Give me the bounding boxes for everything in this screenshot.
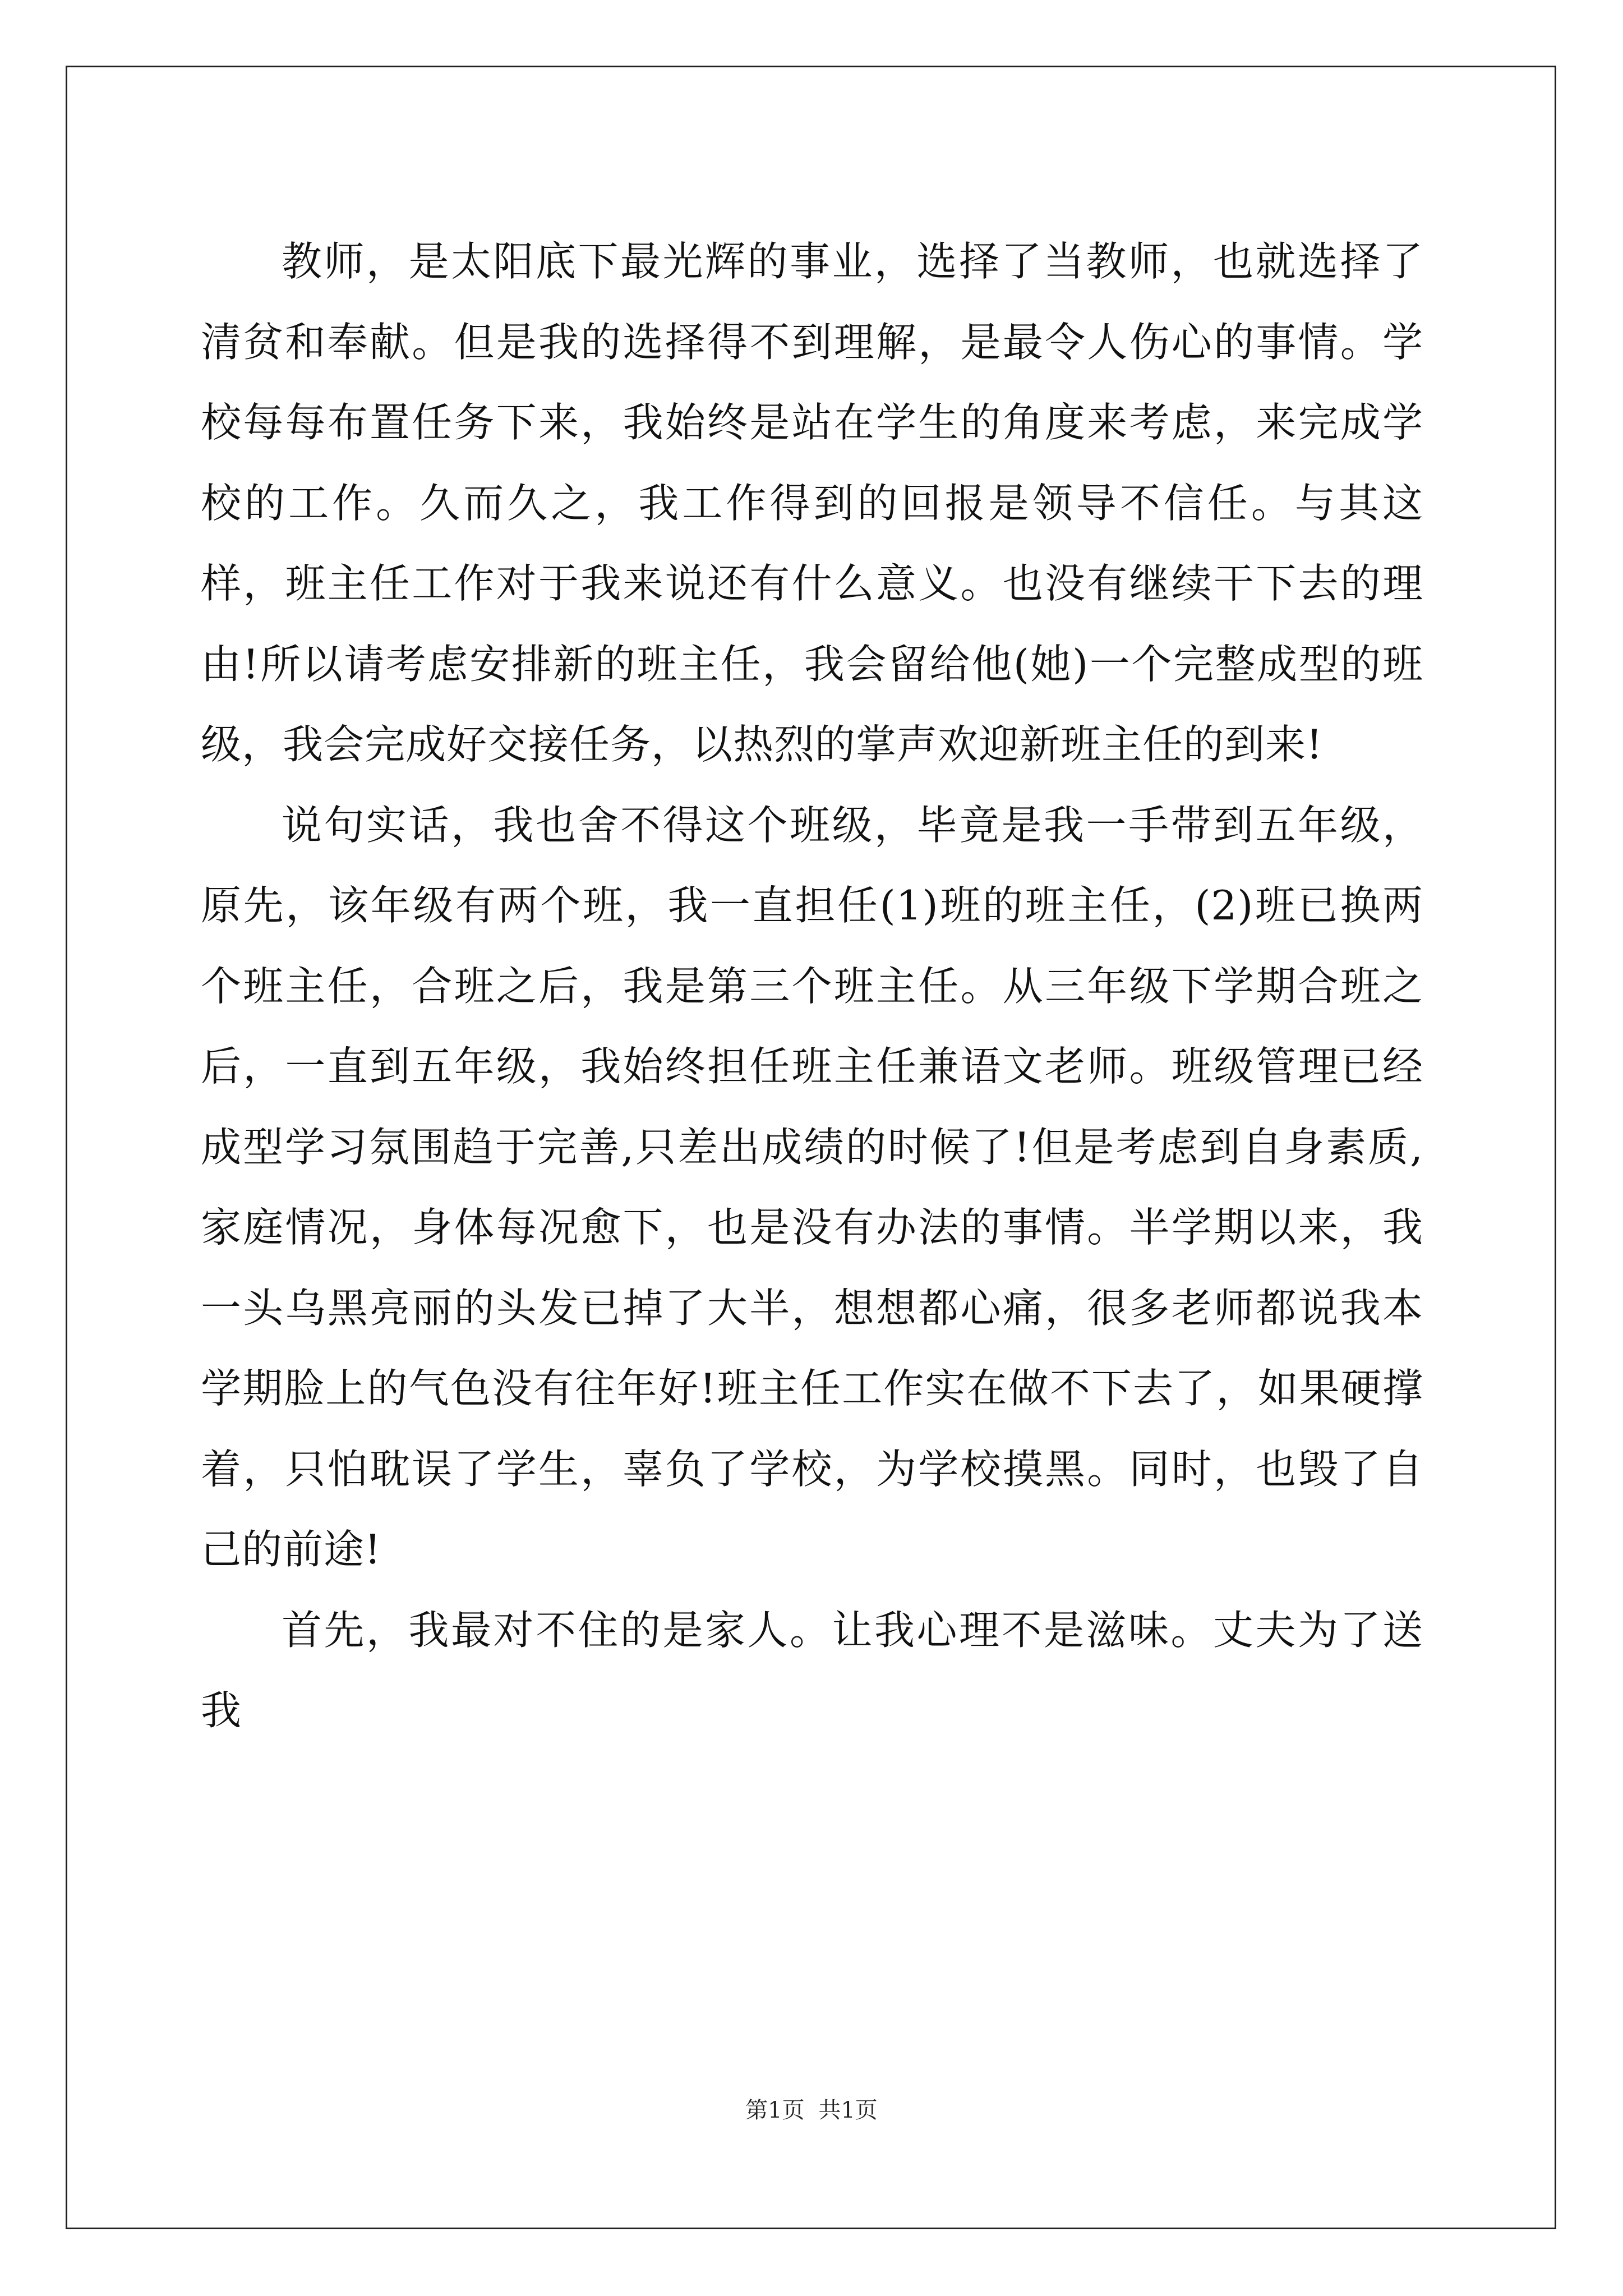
document-body — [201, 222, 1423, 1751]
page-footer — [0, 2092, 1623, 2124]
paragraph-2: 说句实话，我也舍不得这个班级，毕竟是我一手带到五年级，原先，该年级有两个班，我一直担任(1)班的班主任，(2)班已换两个班主任，合班之后，我是第三个班主任。从三年级下学期合班之后，一直到五年级，我始终担任班主任兼语文老师。班级管理已经成型学习氛围趋于完善,只差出成绩的时候了!但是考虑到自身素质,家庭情况，身体每况愈下，也是没有办法的事情。半学期以来，我一头乌黑亮丽的头发已掉了大半，想想都心痛，很多老师都说我本学期脸上的气色没有往年好!班主任工作实在做不下去了，如果硬撑着，只怕耽误了学生，辜负了学校，为学校摸黑。同时，也毁了自己的前途! — [201, 801, 1423, 1573]
paragraph-1: 教师，是太阳底下最光辉的事业，选择了当教师，也就选择了清贫和奉献。但是我的选择得不到理解，是最令人伤心的事情。学校每每布置任务下来，我始终是站在学生的角度来考虑，来完成学校的工作。久而久之，我工作得到的回报是领导不信任。与其这样，班主任工作对于我来说还有什么意义。也没有继续干下去的理由!所以请考虑安排新的班主任，我会留给他(她)一个完整成型的班级，我会完成好交接任务，以热烈的掌声欢迎新班主任的到来! — [201, 238, 1423, 768]
page-number-total: 共1页 — [818, 2097, 878, 2123]
paragraph-3: 首先，我最对不住的是家人。让我心理不是滋味。丈夫为了送我 — [201, 1606, 1423, 1734]
page-number-current: 第1页 — [745, 2097, 805, 2123]
